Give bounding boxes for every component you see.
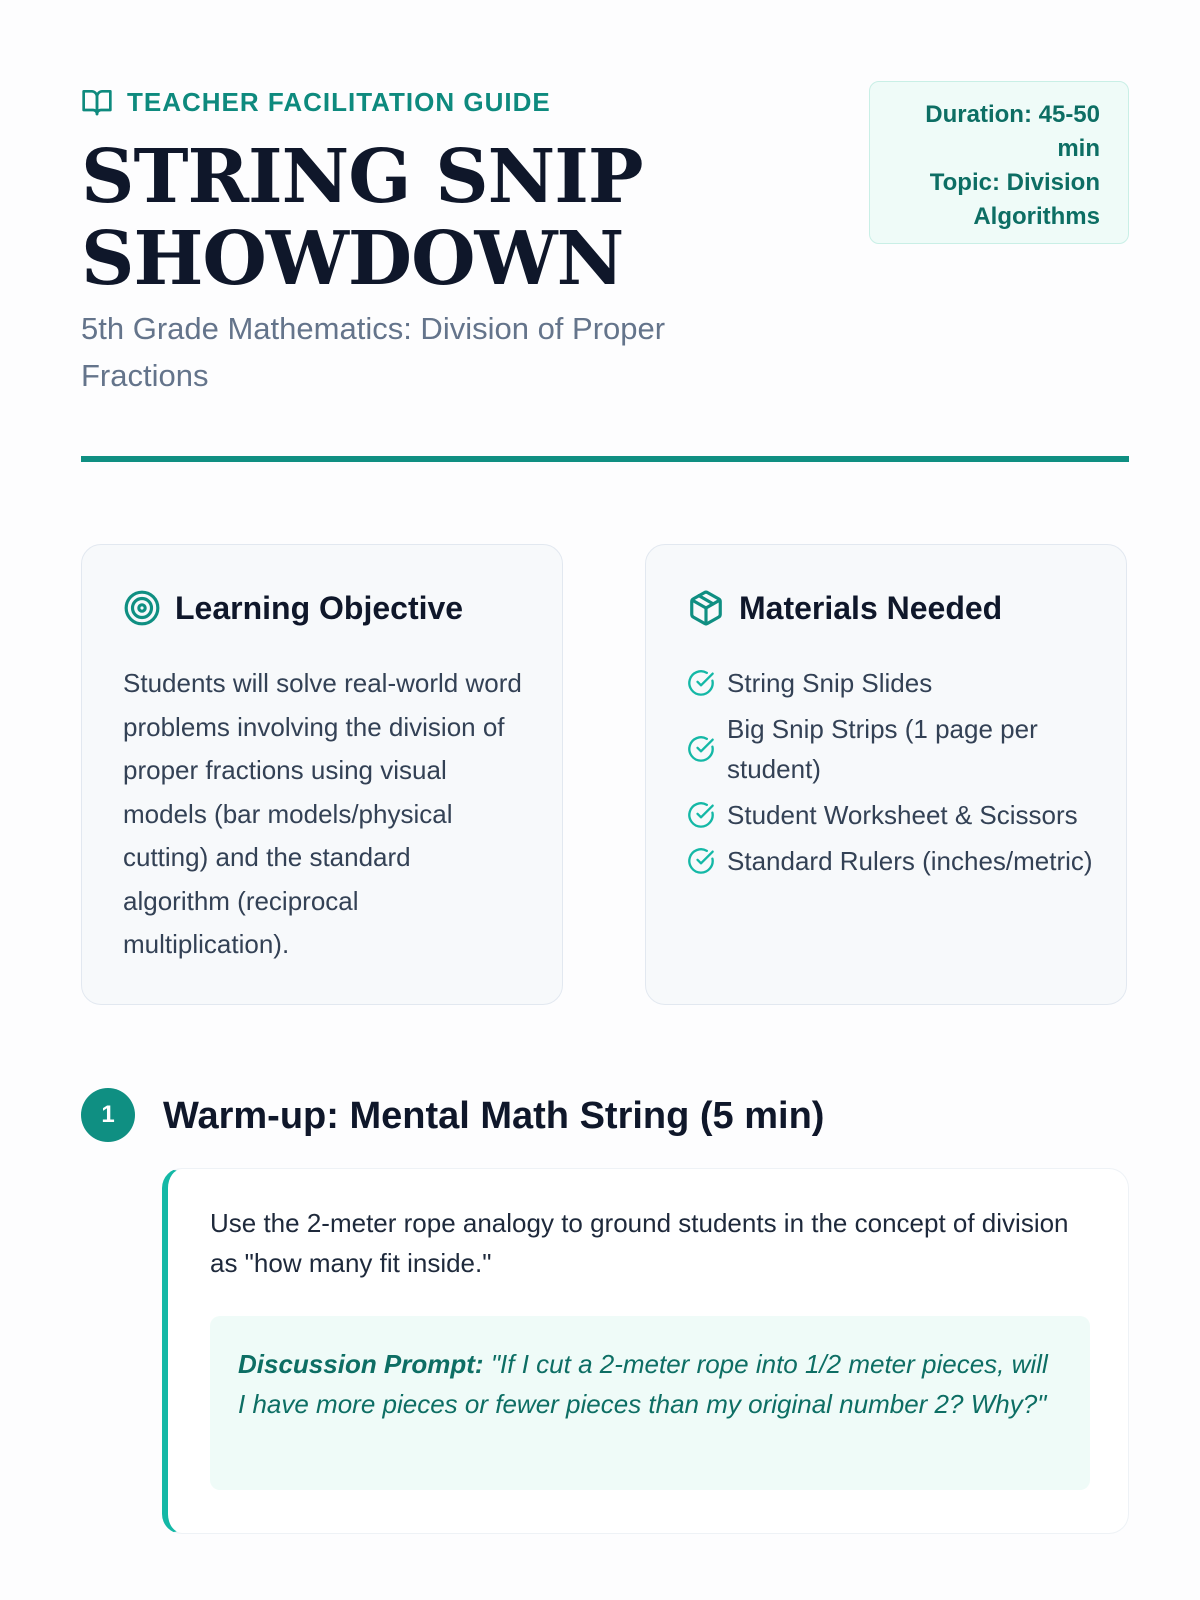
duration-text: Duration: 45-50 min <box>925 101 1100 162</box>
objective-heading <box>123 589 463 627</box>
guide-page <box>81 0 1129 1600</box>
discussion-prompt-box <box>210 1316 1090 1490</box>
open-book-icon <box>81 86 113 118</box>
list-item <box>687 663 1097 703</box>
eyebrow-label: TEACHER FACILITATION GUIDE <box>127 86 551 117</box>
topic-text: Topic: Division Algorithms <box>929 169 1100 230</box>
box-icon <box>687 589 725 627</box>
objective-heading-label: Learning Objective <box>175 589 464 626</box>
check-circle-icon <box>687 669 715 697</box>
list-item <box>687 795 1097 835</box>
section-title: Warm-up: Mental Math String (5 min) <box>163 1095 825 1137</box>
material-label: Big Snip Strips (1 page per student) <box>727 714 1038 784</box>
lesson-meta-box <box>869 81 1129 244</box>
list-item <box>687 841 1097 881</box>
materials-heading <box>687 589 1002 627</box>
step-number-badge: 1 <box>81 1088 135 1142</box>
check-circle-icon <box>687 801 715 829</box>
materials-list <box>687 663 1097 887</box>
section-description: Use the 2-meter rope analogy to ground students in the concept of division as "how many fit inside." <box>210 1208 1069 1278</box>
materials-heading-label: Materials Needed <box>739 589 1003 626</box>
check-circle-icon <box>687 735 715 763</box>
material-label: Standard Rulers (inches/metric) <box>727 846 1093 876</box>
header-divider <box>81 456 1129 462</box>
material-label: String Snip Slides <box>727 668 933 698</box>
objective-text: Students will solve real-world word problems involving the division of proper fractions using visual models (bar models/physical cutting) and the standard algorithm (reciprocal multiplication). <box>123 668 522 959</box>
materials-card <box>645 544 1127 1005</box>
prompt-text: "If I cut a 2-meter rope into 1/2 meter pieces, will I have more pieces or fewer pieces than my original number 2? Why?" <box>238 1349 1048 1419</box>
target-icon <box>123 589 161 627</box>
material-label: Student Worksheet & Scissors <box>727 800 1078 830</box>
section-body <box>162 1168 1129 1534</box>
page-title: STRING SNIP SHOWDOWN <box>81 134 643 302</box>
page-subtitle: 5th Grade Mathematics: Division of Proper Fractions <box>81 311 666 393</box>
list-item <box>687 709 1097 789</box>
prompt-label: Discussion Prompt: <box>238 1349 484 1379</box>
guide-eyebrow <box>81 86 551 118</box>
check-circle-icon <box>687 847 715 875</box>
learning-objective-card <box>81 544 563 1005</box>
